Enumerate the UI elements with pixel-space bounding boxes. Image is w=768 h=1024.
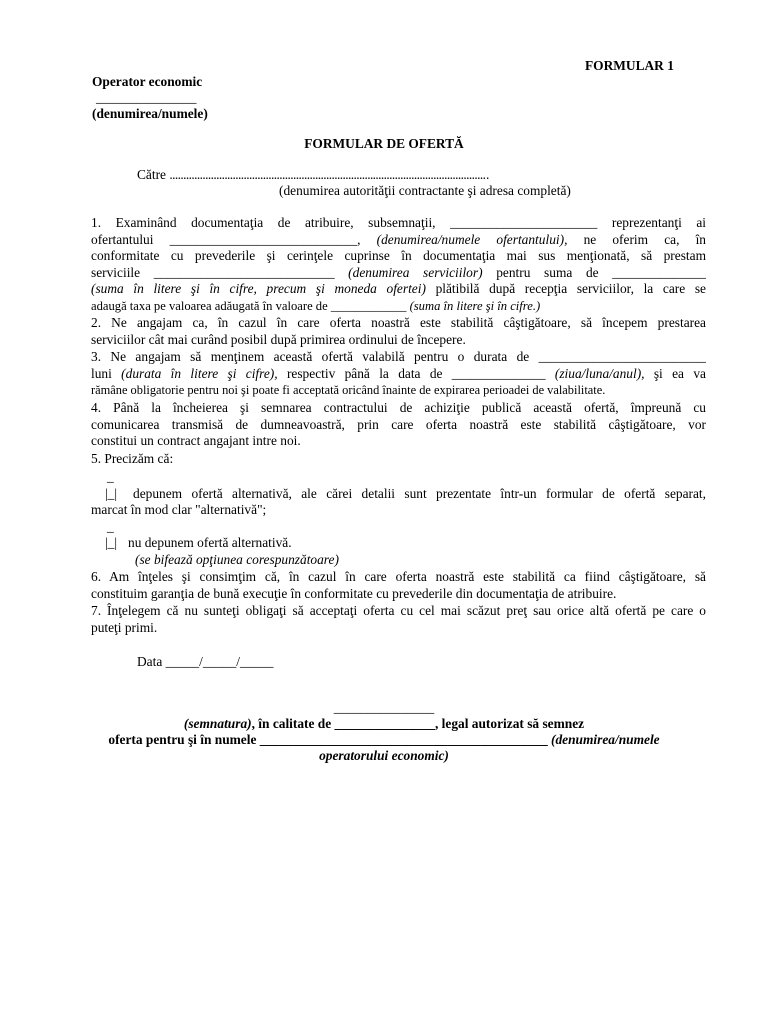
p7-line-2: puteţi primi. xyxy=(91,619,158,635)
paragraph-1 xyxy=(91,215,706,315)
p4-line-2: comunicarea transmisă de dumneavoastră, prin care oferta noastră este stabilită câştigătoare, vor xyxy=(91,416,706,432)
p3-line-1: 3. Ne angajam să menţinem această ofertă valabilă pentru o durata de _________________________ xyxy=(91,349,706,364)
option-1-mark: _ xyxy=(107,469,114,484)
p3-line-2: luni (durata în litere şi cifre), respectiv până la data de ______________ (ziua/luna/anul), şi ea va xyxy=(91,365,706,381)
signature-line-1: (semnatura), în calitate de _______________, legal autorizat să semnez xyxy=(183,716,585,731)
operator-hint: (denumirea/numele) xyxy=(92,106,208,121)
p3-line-3: rămâne obligatorie pentru noi şi poate fi acceptată oricând înainte de expirarea perioadei de valabilitate. xyxy=(91,383,606,398)
option-2-mark: _ xyxy=(107,519,114,534)
signature-line-3: operatorului economic) xyxy=(319,748,449,763)
signature-blank: _______________ xyxy=(333,700,435,715)
paragraph-7 xyxy=(91,603,706,636)
p6-line-2: constituim garanţia de bună execuţie în conformitate cu prevederile din documentaţia de atribuire. xyxy=(91,585,617,601)
signature-line-2: oferta pentru şi în numele ___________________________________________ (denumirea/numele xyxy=(108,732,660,747)
paragraph-4 xyxy=(91,400,706,450)
p1-line-6: adaugă taxa pe valoarea adăugată în valoare de ____________ (suma în litere şi în cifre.) xyxy=(91,298,541,313)
recipient-hint: (denumirea autorităţii contractante şi adresa completă) xyxy=(279,183,571,198)
option-1-text-cont: marcat în mod clar "alternativă"; xyxy=(91,502,267,517)
operator-label: Operator economic xyxy=(92,74,203,89)
p1-line-2: ofertantului ____________________________, (denumirea/numele ofertantului), ne oferim ca, în xyxy=(91,231,706,247)
form-number: FORMULAR 1 xyxy=(585,58,674,73)
recipient-line xyxy=(137,167,489,184)
p1-line-4: serviciile ___________________________ (denumirea serviciilor) pentru suma de ______________ xyxy=(91,264,706,280)
option-2-checkbox[interactable]: |_| xyxy=(105,535,118,550)
p2-line-1: 2. Ne angajam ca, în cazul în care oferta noastră este stabilită câştigătoare, să începem prestarea xyxy=(91,315,706,330)
p5-label: 5. Precizăm că: xyxy=(91,451,174,466)
option-note: (se bifează opţiunea corespunzătoare) xyxy=(135,552,339,567)
p1-line-1: 1. Examinând documentaţia de atribuire, subsemnaţii, ______________________ reprezentanţi ai xyxy=(91,215,706,230)
p6-line-1: 6. Am înţeles şi consimţim că, în cazul în care oferta noastră este stabilită ca fiind câştigătoare, să xyxy=(91,569,706,584)
recipient-prefix: Către xyxy=(137,167,166,182)
recipient-dots: .................................................................................................................. xyxy=(169,167,483,182)
page-title: FORMULAR DE OFERTĂ xyxy=(304,136,464,151)
p2-line-2: serviciilor cât mai curând posibil după primirea ordinului de începere. xyxy=(91,331,466,347)
p7-line-1: 7. Înţelegem că nu sunteţi obligaţi să acceptaţi oferta cu cel mai scăzut preţ sau orice altă ofertă pe care o xyxy=(91,603,706,618)
p1-line-5: (suma în litere şi în cifre, precum şi moneda ofertei) plătibilă după recepţia serviciilor, la care se xyxy=(91,281,706,297)
date-line: Data _____/_____/_____ xyxy=(137,654,274,669)
option-1-text: depunem ofertă alternativă, ale cărei detalii sunt prezentate într-un formular de ofertă separat, xyxy=(133,486,706,501)
option-1-checkbox[interactable]: |_| xyxy=(105,486,118,501)
p4-line-3: constitui un contract angajant intre noi. xyxy=(91,433,301,449)
paragraph-3 xyxy=(91,349,706,399)
p4-line-1: 4. Până la încheierea şi semnarea contractului de achiziţie publică această ofertă, împreună cu xyxy=(91,400,706,415)
recipient-end: .. xyxy=(482,167,490,182)
p1-line-3: conformitate cu prevederile şi cerinţele cuprinse în documentaţia mai sus menţionată, să prestam xyxy=(91,248,706,264)
paragraph-6 xyxy=(91,569,706,602)
operator-blank: _______________ xyxy=(96,90,197,105)
paragraph-2 xyxy=(91,315,706,348)
option-2-text: nu depunem ofertă alternativă. xyxy=(128,535,292,550)
